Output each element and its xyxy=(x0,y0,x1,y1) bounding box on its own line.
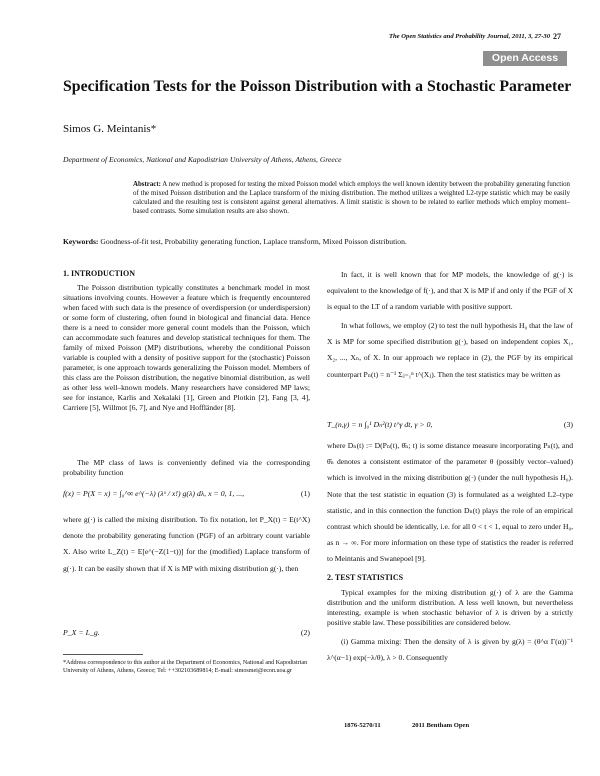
page-number: 27 xyxy=(553,32,561,41)
keywords-text: Goodness-of-fit test, Probability generating function, Laplace transform, Mixed Poisson distribution. xyxy=(100,237,407,246)
keywords xyxy=(63,237,573,247)
intro-paragraph-2: The MP class of laws is conveniently defined via the corresponding probability function xyxy=(63,458,310,477)
equation-1 xyxy=(63,489,310,498)
right-paragraph-3: where Dₙ(t) := D(Pₙ(t), θ̂ₙ; t) is some distance measure incorporating Pₙ(t), and θ̂ₙ denotes a consistent estimator of the parameter θ (possibly vector–valued) which is involved in the mixing distribution g(·) (under the null hypothesis H₀). Note that the test statistic in equation (3) is formulated as a weighted L2–type statistic, and in this connection the function Dₙ(t) plays the role of an empirical contrast which should be identically, i.e. for all 0 < t < 1, equal to zero under H₀, as n → ∞. For more information on these type of statistics the reader is referred to Meintanis and Swanepoel [9]. xyxy=(327,441,573,564)
author-name: Simos G. Meintanis* xyxy=(63,123,157,135)
section-heading-test-statistics: 2. TEST STATISTICS xyxy=(327,573,404,582)
keywords-label: Keywords: xyxy=(63,237,99,246)
abstract xyxy=(133,180,570,216)
intro-paragraph-1: The Poisson distribution typically constitutes a benchmark model in most situations involving counts. However a feature which is frequently encountered when faced with such data is the presence of overdispersion (or underdispersion) or some form of clustering, often found in biological and financial data. Hence there is a need to consider more general count models than the Poisson, which can accommodate such features and develop statistical techniques for them. The family of mixed Poisson (MP) distributions, whereby the conditional Poisson variable is coupled with a density of positive support for the (stochastic) Poisson parameter, is one approach towards generalizing the Poisson model. Members of this class are the Poisson distribution, the negative binomial distribution, as well as other less well–known models. Many researchers have considered MP laws; see for instance, Karlis and Xekalaki [1], Green and Plotkin [2], Fang [3, 4], Carriere [5], Willmot [6, 7], and Nye and Hoffländer [8]. xyxy=(63,283,310,412)
abstract-text: A new method is proposed for testing the mixed Poisson model which employs the well known identity between the probability generating function of the mixed Poisson distribution and the Laplace transform of the mixing distribution. The method utilizes a weighted L2-type statistic which may be easily calculated and the resulting test is consistent against general alternatives. A limit statistic is shown to be related to earlier methods which employ moment–based contrasts. Some simulation results are also shown. xyxy=(133,181,570,215)
footer-issn: 1876-5270/11 xyxy=(344,722,381,729)
open-access-badge: Open Access xyxy=(483,51,567,66)
equation-1-body: f(x) = P(X = x) = ∫₀^∞ e^(−λ) (λˣ / x!) g(λ) dλ, x = 0, 1, ..., xyxy=(63,489,245,498)
right-paragraph-2: In what follows, we employ (2) to test the null hypothesis H₀ that the law of X is MP for some specified distribution g(·), based on independent copies X₁, X₂, ..., Xₙ, of X. In our approach we replace in (2), the PGF by its empirical counterpart Pₙ(t) = n⁻¹ Σⱼ₌₁ⁿ t^(Xⱼ). Then the test statistics may be written as xyxy=(327,321,573,379)
author-affiliation: Department of Economics, National and Kapodistrian University of Athens, Athens, Greece xyxy=(63,155,342,164)
equation-2-body: P_X = L_g. xyxy=(63,628,100,637)
right-paragraph-5: (i) Gamma mixing: Then the density of λ is given by g(λ) = (θ^α Γ(α))⁻¹ λ^(α−1) exp(−λ/θ), λ > 0. Consequently xyxy=(327,637,573,663)
equation-3-body: T_(n,γ) = n ∫₀¹ Dₙ²(t) t^γ dt, γ > 0, xyxy=(327,420,433,429)
footnote-divider xyxy=(63,654,143,655)
equation-3-number: (3) xyxy=(563,420,573,429)
paper-title: Specification Tests for the Poisson Distribution with a Stochastic Parameter xyxy=(63,78,572,95)
footer-publisher: 2011 Bentham Open xyxy=(412,722,470,729)
intro-paragraph-3: where g(·) is called the mixing distribution. To fix notation, let P_X(t) = E(t^X) denote the probability generating function (PGF) of an arbitrary count variable X. Also write L_Z(t) = E[e^(−Z(1−t))] for the (modified) Laplace transform of g(·). It can be easily shown that if X is MP with mixing distribution g(·), then xyxy=(63,515,310,573)
journal-header: The Open Statistics and Probability Journal, 2011, 3, 27-30 xyxy=(388,33,550,40)
equation-2-number: (2) xyxy=(300,628,310,637)
equation-3 xyxy=(327,420,573,429)
right-paragraph-1: In fact, it is well known that for MP models, the knowledge of g(·) is equivalent to the knowledge of f(·), and that X is MP if and only if the PGF of X is equal to the LT of a random variable with positive support. xyxy=(327,270,573,312)
abstract-label: Abstract: xyxy=(133,181,161,188)
right-paragraph-4: Typical examples for the mixing distribution g(·) of λ are the Gamma distribution and the uniform distribution. A less well known, but nevertheless interesting, example is when stochastic behavior of λ is driven by a strictly positive stable law. These possibilities are considered below. xyxy=(327,588,573,627)
footnote: *Address correspondence to this author at the Department of Economics, National and Kapodistrian University of Athens, Athens, Greece; Tel: ++302103689814; E-mail: simosmei@econ.uoa.gr xyxy=(63,660,308,674)
section-heading-introduction: 1. INTRODUCTION xyxy=(63,269,136,278)
equation-1-number: (1) xyxy=(300,489,310,498)
equation-2 xyxy=(63,628,310,637)
